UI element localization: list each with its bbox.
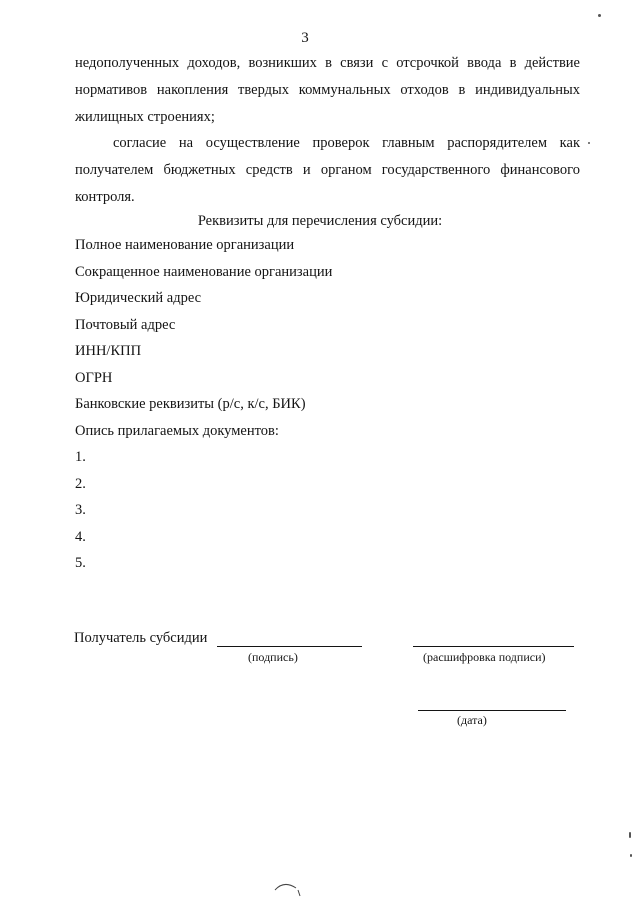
paragraph-line: получателем бюджетных средств и органом государственного финансового	[75, 162, 580, 178]
paragraph-line: нормативов накопления твердых коммунальных отходов в индивидуальных	[75, 82, 580, 98]
document-item: 1.	[75, 449, 86, 465]
requisite-legal-address: Юридический адрес	[75, 290, 202, 306]
documents-inventory-label: Опись прилагаемых документов:	[75, 422, 279, 439]
requisite-bank-details: Банковские реквизиты (р/с, к/с, БИК)	[75, 396, 306, 412]
scan-mark-icon	[272, 878, 306, 900]
signature-decoding-line	[413, 646, 574, 647]
requisite-short-name: Сокращенное наименование организации	[75, 263, 333, 280]
document-item: 2.	[75, 475, 86, 492]
requisite-inn-kpp: ИНН/КПП	[75, 343, 142, 359]
requisite-full-name: Полное наименование организации	[75, 237, 295, 253]
scan-speck	[598, 14, 601, 17]
date-caption: (дата)	[457, 713, 487, 727]
requisites-list	[75, 232, 332, 577]
paragraph-line: согласие на осуществление проверок главным распорядителем как	[113, 135, 580, 151]
signature-caption: (подпись)	[248, 650, 298, 664]
scan-speck	[630, 854, 632, 857]
requisite-ogrn: ОГРН	[75, 369, 113, 386]
document-item: 3.	[75, 502, 86, 518]
document-item: 5.	[75, 555, 86, 571]
signature-line	[217, 646, 362, 647]
requisites-heading: Реквизиты для перечисления субсидии:	[197, 213, 443, 229]
document-item: 4.	[75, 528, 86, 545]
signature-decoding-caption: (расшифровка подписи)	[423, 650, 546, 664]
page-number: 3	[301, 30, 309, 46]
subsidy-recipient-label: Получатель субсидии	[74, 630, 208, 646]
date-line	[418, 710, 566, 711]
paragraph-line: жилищных строениях;	[75, 109, 215, 125]
paragraph-lost-income	[75, 50, 580, 131]
requisite-postal-address: Почтовый адрес	[75, 316, 176, 333]
paragraph-line: недополученных доходов, возникших в связи с отсрочкой ввода в действие	[75, 55, 580, 71]
paragraph-line: контроля.	[75, 189, 135, 205]
paragraph-inspection-consent	[75, 130, 580, 211]
scan-speck	[629, 832, 631, 838]
scan-speck	[588, 142, 590, 144]
